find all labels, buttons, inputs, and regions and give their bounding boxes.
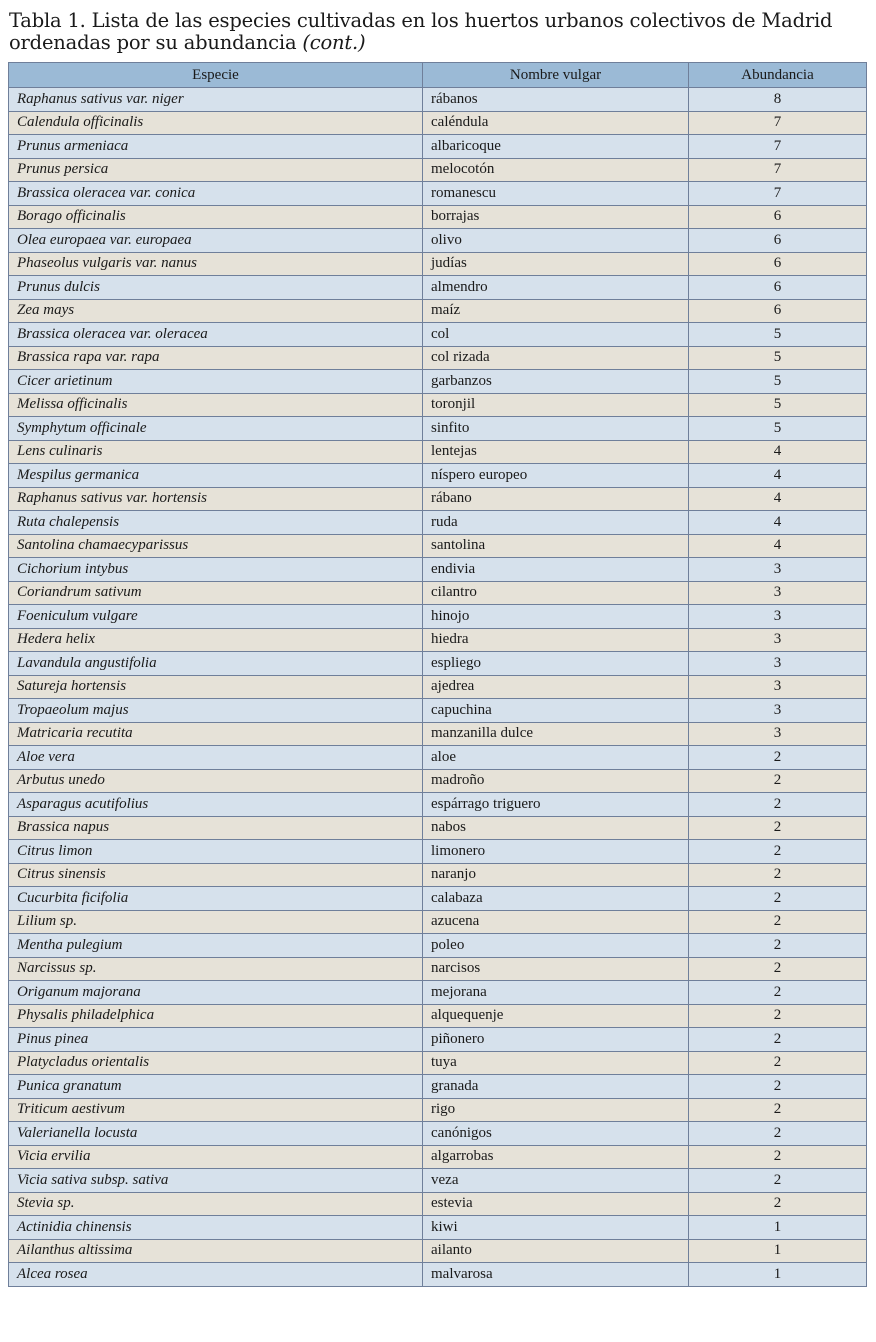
common-name-cell: hinojo — [423, 605, 689, 629]
table-row — [9, 1004, 867, 1028]
table-row — [9, 675, 867, 699]
table-row — [9, 511, 867, 535]
abundance-cell: 2 — [689, 1098, 867, 1122]
species-cell: Platycladus orientalis — [9, 1051, 423, 1075]
abundance-cell: 2 — [689, 1028, 867, 1052]
table-row — [9, 299, 867, 323]
species-cell: Alcea rosea — [9, 1263, 423, 1287]
abundance-cell: 4 — [689, 440, 867, 464]
abundance-cell: 2 — [689, 910, 867, 934]
species-cell: Foeniculum vulgare — [9, 605, 423, 629]
common-name-cell: cilantro — [423, 581, 689, 605]
abundance-cell: 2 — [689, 1192, 867, 1216]
common-name-cell: rigo — [423, 1098, 689, 1122]
table-body — [9, 88, 867, 1287]
common-name-cell: ajedrea — [423, 675, 689, 699]
table-row — [9, 628, 867, 652]
species-cell: Brassica napus — [9, 816, 423, 840]
abundance-cell: 2 — [689, 1145, 867, 1169]
species-cell: Symphytum officinale — [9, 417, 423, 441]
table-row — [9, 1239, 867, 1263]
table-row — [9, 863, 867, 887]
species-cell: Punica granatum — [9, 1075, 423, 1099]
caption-line-2-text: ordenadas por su abundancia — [9, 31, 303, 54]
species-cell: Borago officinalis — [9, 205, 423, 229]
common-name-cell: hiedra — [423, 628, 689, 652]
common-name-cell: albaricoque — [423, 135, 689, 159]
species-cell: Calendula officinalis — [9, 111, 423, 135]
abundance-cell: 5 — [689, 370, 867, 394]
table-row — [9, 699, 867, 723]
common-name-cell: rábanos — [423, 88, 689, 112]
common-name-cell: garbanzos — [423, 370, 689, 394]
common-name-cell: canónigos — [423, 1122, 689, 1146]
table-row — [9, 1216, 867, 1240]
species-cell: Arbutus unedo — [9, 769, 423, 793]
species-cell: Prunus armeniaca — [9, 135, 423, 159]
common-name-cell: col — [423, 323, 689, 347]
abundance-cell: 3 — [689, 628, 867, 652]
table-row — [9, 605, 867, 629]
common-name-cell: espliego — [423, 652, 689, 676]
table-row — [9, 182, 867, 206]
species-cell: Raphanus sativus var. niger — [9, 88, 423, 112]
table-row — [9, 1169, 867, 1193]
table-row — [9, 464, 867, 488]
species-cell: Brassica oleracea var. oleracea — [9, 323, 423, 347]
table-row — [9, 722, 867, 746]
abundance-cell: 6 — [689, 299, 867, 323]
common-name-cell: malvarosa — [423, 1263, 689, 1287]
table-header-row — [9, 63, 867, 88]
common-name-cell: aloe — [423, 746, 689, 770]
common-name-cell: granada — [423, 1075, 689, 1099]
common-name-cell: níspero europeo — [423, 464, 689, 488]
table-row — [9, 205, 867, 229]
abundance-cell: 2 — [689, 981, 867, 1005]
common-name-cell: manzanilla dulce — [423, 722, 689, 746]
table-row — [9, 981, 867, 1005]
table-row — [9, 1028, 867, 1052]
common-name-cell: endivia — [423, 558, 689, 582]
abundance-cell: 5 — [689, 346, 867, 370]
species-cell: Santolina chamaecyparissus — [9, 534, 423, 558]
common-name-cell: kiwi — [423, 1216, 689, 1240]
abundance-cell: 7 — [689, 135, 867, 159]
species-cell: Hedera helix — [9, 628, 423, 652]
common-name-cell: mejorana — [423, 981, 689, 1005]
species-cell: Asparagus acutifolius — [9, 793, 423, 817]
common-name-cell: azucena — [423, 910, 689, 934]
abundance-cell: 2 — [689, 863, 867, 887]
abundance-cell: 2 — [689, 1122, 867, 1146]
table-row — [9, 346, 867, 370]
abundance-cell: 2 — [689, 957, 867, 981]
abundance-cell: 3 — [689, 581, 867, 605]
species-cell: Satureja hortensis — [9, 675, 423, 699]
table-row — [9, 1192, 867, 1216]
abundance-cell: 3 — [689, 558, 867, 582]
species-cell: Origanum majorana — [9, 981, 423, 1005]
table-row — [9, 957, 867, 981]
abundance-cell: 5 — [689, 393, 867, 417]
species-cell: Narcissus sp. — [9, 957, 423, 981]
abundance-cell: 2 — [689, 840, 867, 864]
abundance-cell: 1 — [689, 1216, 867, 1240]
table-row — [9, 135, 867, 159]
common-name-cell: alquequenje — [423, 1004, 689, 1028]
species-cell: Olea europaea var. europaea — [9, 229, 423, 253]
table-row — [9, 1098, 867, 1122]
table-row — [9, 887, 867, 911]
species-cell: Cicer arietinum — [9, 370, 423, 394]
species-cell: Physalis philadelphica — [9, 1004, 423, 1028]
table-row — [9, 417, 867, 441]
abundance-cell: 2 — [689, 887, 867, 911]
species-cell: Prunus persica — [9, 158, 423, 182]
abundance-cell: 2 — [689, 1051, 867, 1075]
species-cell: Lens culinaris — [9, 440, 423, 464]
common-name-cell: olivo — [423, 229, 689, 253]
species-table — [8, 62, 867, 1287]
table-row — [9, 229, 867, 253]
common-name-cell: maíz — [423, 299, 689, 323]
species-cell: Prunus dulcis — [9, 276, 423, 300]
abundance-cell: 4 — [689, 464, 867, 488]
caption-line-1: Tabla 1. Lista de las especies cultivadas en los huertos urbanos colectivos de Madrid — [9, 9, 833, 32]
common-name-cell: espárrago triguero — [423, 793, 689, 817]
table-row — [9, 1122, 867, 1146]
abundance-cell: 5 — [689, 417, 867, 441]
table-row — [9, 910, 867, 934]
common-name-cell: poleo — [423, 934, 689, 958]
table-row — [9, 111, 867, 135]
abundance-cell: 2 — [689, 1169, 867, 1193]
species-cell: Brassica oleracea var. conica — [9, 182, 423, 206]
common-name-cell: judías — [423, 252, 689, 276]
table-row — [9, 1051, 867, 1075]
abundance-cell: 4 — [689, 534, 867, 558]
species-cell: Lavandula angustifolia — [9, 652, 423, 676]
table-row — [9, 487, 867, 511]
header-especie: Especie — [9, 63, 423, 88]
species-cell: Vicia sativa subsp. sativa — [9, 1169, 423, 1193]
table-row — [9, 88, 867, 112]
species-cell: Mentha pulegium — [9, 934, 423, 958]
species-cell: Tropaeolum majus — [9, 699, 423, 723]
species-cell: Matricaria recutita — [9, 722, 423, 746]
abundance-cell: 2 — [689, 769, 867, 793]
species-cell: Valerianella locusta — [9, 1122, 423, 1146]
abundance-cell: 1 — [689, 1239, 867, 1263]
abundance-cell: 3 — [689, 675, 867, 699]
abundance-cell: 2 — [689, 793, 867, 817]
species-cell: Mespilus germanica — [9, 464, 423, 488]
common-name-cell: borrajas — [423, 205, 689, 229]
abundance-cell: 2 — [689, 746, 867, 770]
abundance-cell: 7 — [689, 182, 867, 206]
species-cell: Triticum aestivum — [9, 1098, 423, 1122]
table-row — [9, 323, 867, 347]
common-name-cell: sinfito — [423, 417, 689, 441]
abundance-cell: 6 — [689, 229, 867, 253]
abundance-cell: 2 — [689, 1075, 867, 1099]
species-cell: Ruta chalepensis — [9, 511, 423, 535]
abundance-cell: 7 — [689, 111, 867, 135]
species-cell: Brassica rapa var. rapa — [9, 346, 423, 370]
abundance-cell: 6 — [689, 252, 867, 276]
table-row — [9, 370, 867, 394]
abundance-cell: 2 — [689, 934, 867, 958]
header-nombre-vulgar: Nombre vulgar — [423, 63, 689, 88]
abundance-cell: 3 — [689, 652, 867, 676]
species-cell: Pinus pinea — [9, 1028, 423, 1052]
species-cell: Actinidia chinensis — [9, 1216, 423, 1240]
abundance-cell: 4 — [689, 511, 867, 535]
common-name-cell: ruda — [423, 511, 689, 535]
table-row — [9, 534, 867, 558]
species-cell: Citrus sinensis — [9, 863, 423, 887]
species-cell: Phaseolus vulgaris var. nanus — [9, 252, 423, 276]
common-name-cell: nabos — [423, 816, 689, 840]
table-row — [9, 158, 867, 182]
common-name-cell: col rizada — [423, 346, 689, 370]
table-row — [9, 840, 867, 864]
abundance-cell: 3 — [689, 722, 867, 746]
table-row — [9, 1075, 867, 1099]
common-name-cell: tuya — [423, 1051, 689, 1075]
caption-line-2 — [9, 32, 869, 54]
species-cell: Cucurbita ficifolia — [9, 887, 423, 911]
common-name-cell: romanescu — [423, 182, 689, 206]
species-cell: Lilium sp. — [9, 910, 423, 934]
abundance-cell: 3 — [689, 605, 867, 629]
abundance-cell: 6 — [689, 276, 867, 300]
common-name-cell: narcisos — [423, 957, 689, 981]
abundance-cell: 6 — [689, 205, 867, 229]
common-name-cell: santolina — [423, 534, 689, 558]
abundance-cell: 7 — [689, 158, 867, 182]
table-row — [9, 581, 867, 605]
species-cell: Raphanus sativus var. hortensis — [9, 487, 423, 511]
common-name-cell: veza — [423, 1169, 689, 1193]
table-row — [9, 252, 867, 276]
abundance-cell: 3 — [689, 699, 867, 723]
caption-cont: (cont.) — [302, 31, 366, 54]
species-cell: Ailanthus altissima — [9, 1239, 423, 1263]
abundance-cell: 2 — [689, 1004, 867, 1028]
species-cell: Aloe vera — [9, 746, 423, 770]
table-row — [9, 1145, 867, 1169]
common-name-cell: naranjo — [423, 863, 689, 887]
table-row — [9, 746, 867, 770]
common-name-cell: estevia — [423, 1192, 689, 1216]
common-name-cell: caléndula — [423, 111, 689, 135]
table-row — [9, 393, 867, 417]
common-name-cell: piñonero — [423, 1028, 689, 1052]
table-row — [9, 793, 867, 817]
species-cell: Stevia sp. — [9, 1192, 423, 1216]
abundance-cell: 2 — [689, 816, 867, 840]
abundance-cell: 8 — [689, 88, 867, 112]
table-row — [9, 276, 867, 300]
common-name-cell: capuchina — [423, 699, 689, 723]
species-cell: Coriandrum sativum — [9, 581, 423, 605]
abundance-cell: 1 — [689, 1263, 867, 1287]
table-row — [9, 558, 867, 582]
common-name-cell: algarrobas — [423, 1145, 689, 1169]
table-caption — [9, 10, 869, 54]
common-name-cell: almendro — [423, 276, 689, 300]
common-name-cell: limonero — [423, 840, 689, 864]
table-row — [9, 652, 867, 676]
species-cell: Vicia ervilia — [9, 1145, 423, 1169]
species-cell: Melissa officinalis — [9, 393, 423, 417]
table-row — [9, 1263, 867, 1287]
common-name-cell: toronjil — [423, 393, 689, 417]
common-name-cell: madroño — [423, 769, 689, 793]
common-name-cell: lentejas — [423, 440, 689, 464]
common-name-cell: rábano — [423, 487, 689, 511]
common-name-cell: ailanto — [423, 1239, 689, 1263]
abundance-cell: 5 — [689, 323, 867, 347]
species-cell: Citrus limon — [9, 840, 423, 864]
table-row — [9, 934, 867, 958]
table-row — [9, 440, 867, 464]
species-cell: Cichorium intybus — [9, 558, 423, 582]
table-row — [9, 816, 867, 840]
table-row — [9, 769, 867, 793]
header-abundancia: Abundancia — [689, 63, 867, 88]
species-cell: Zea mays — [9, 299, 423, 323]
common-name-cell: melocotón — [423, 158, 689, 182]
common-name-cell: calabaza — [423, 887, 689, 911]
abundance-cell: 4 — [689, 487, 867, 511]
